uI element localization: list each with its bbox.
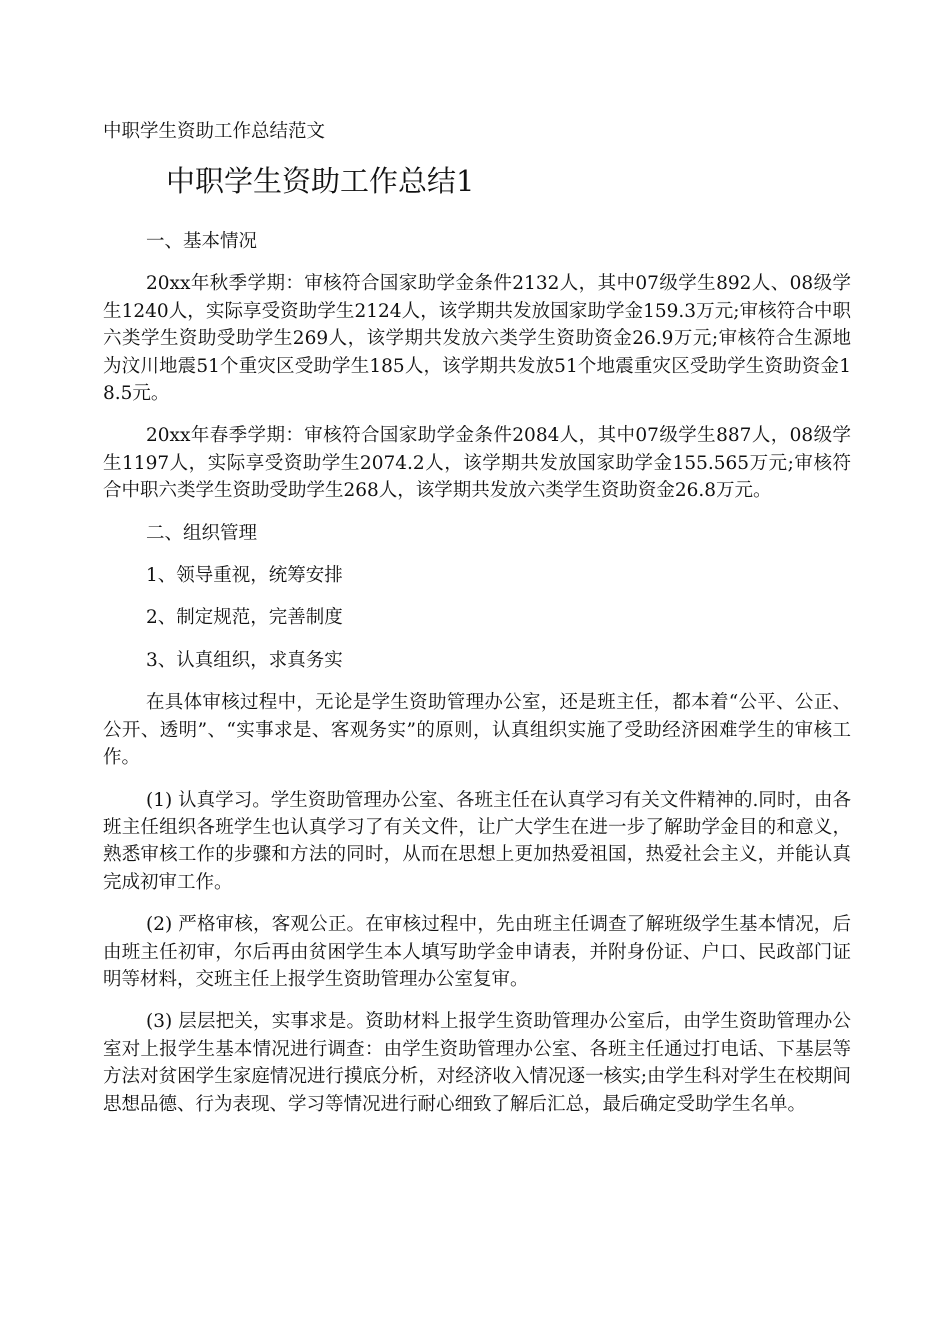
subheading-organize: 3、认真组织，求真务实 <box>146 649 343 671</box>
section-heading-organization: 二、组织管理 <box>146 522 258 544</box>
paragraph-strict-review: (2) 严格审核，客观公正。在审核过程中，先由班主任调查了解班级学生基本情况，后由班主任初审，尔后再由贫困学生本人填写助学金申请表，并附身份证、户口、民政部门证明等材料，交班主任上报学生资助管理办公室复审。 <box>103 914 851 990</box>
paragraph-study: (1) 认真学习。学生资助管理办公室、各班主任在认真学习有关文件精神的.同时，由各班主任组织各班学生也认真学习了有关文件，让广大学生在进一步了解助学金目的和意义，熟悉审核工作的步骤和方法的同时，从而在思想上更加热爱祖国，热爱社会主义，并能认真完成初审工作。 <box>103 789 851 893</box>
paragraph-spring-term: 20xx年春季学期：审核符合国家助学金条件2084人，其中07级学生887人，08级学生1197人，实际享受资助学生2074.2人，该学期共发放国家助学金155.565万元;审核符合中职六类学生资助受助学生268人，该学期共发放六类学生资助资金26.8万元。 <box>103 425 851 502</box>
document-title: 中职学生资助工作总结1 <box>166 164 475 198</box>
document-label: 中职学生资助工作总结范文 <box>103 121 326 142</box>
paragraph-verification: (3) 层层把关，实事求是。资助材料上报学生资助管理办公室后，由学生资助管理办公室对上报学生基本情况进行调查：由学生资助管理办公室、各班主任通过打电话、下基层等方法对贫困学生家庭情况进行摸底分析，对经济收入情况逐一核实;由学生科对学生在校期间思想品德、行为表现、学习等情况进行耐心细致了解后汇总，最后确定受助学生名单。 <box>103 1011 851 1115</box>
document-body <box>103 228 851 1133</box>
section-heading-basic: 一、基本情况 <box>146 231 258 252</box>
paragraph-review-process: 在具体审核过程中，无论是学生资助管理办公室，还是班主任，都本着“公平、公正、公开、透明”、“实事求是、客观务实”的原则，认真组织实施了受助经济困难学生的审核工作。 <box>103 692 851 769</box>
subheading-leadership: 1、领导重视，统筹安排 <box>146 565 343 587</box>
subheading-rules: 2、制定规范，完善制度 <box>146 607 343 629</box>
paragraph-autumn-term: 20xx年秋季学期：审核符合国家助学金条件2132人，其中07级学生892人、08级学生1240人，实际享受资助学生2124人，该学期共发放国家助学金159.3万元;审核符合中职六类学生资助受助学生269人，该学期共发放六类学生资助资金26.9万元;审核符合生源地为汶川地震51个重灾区受助学生185人，该学期共发放51个地震重灾区受助学生资助资金18.5元。 <box>103 273 851 405</box>
